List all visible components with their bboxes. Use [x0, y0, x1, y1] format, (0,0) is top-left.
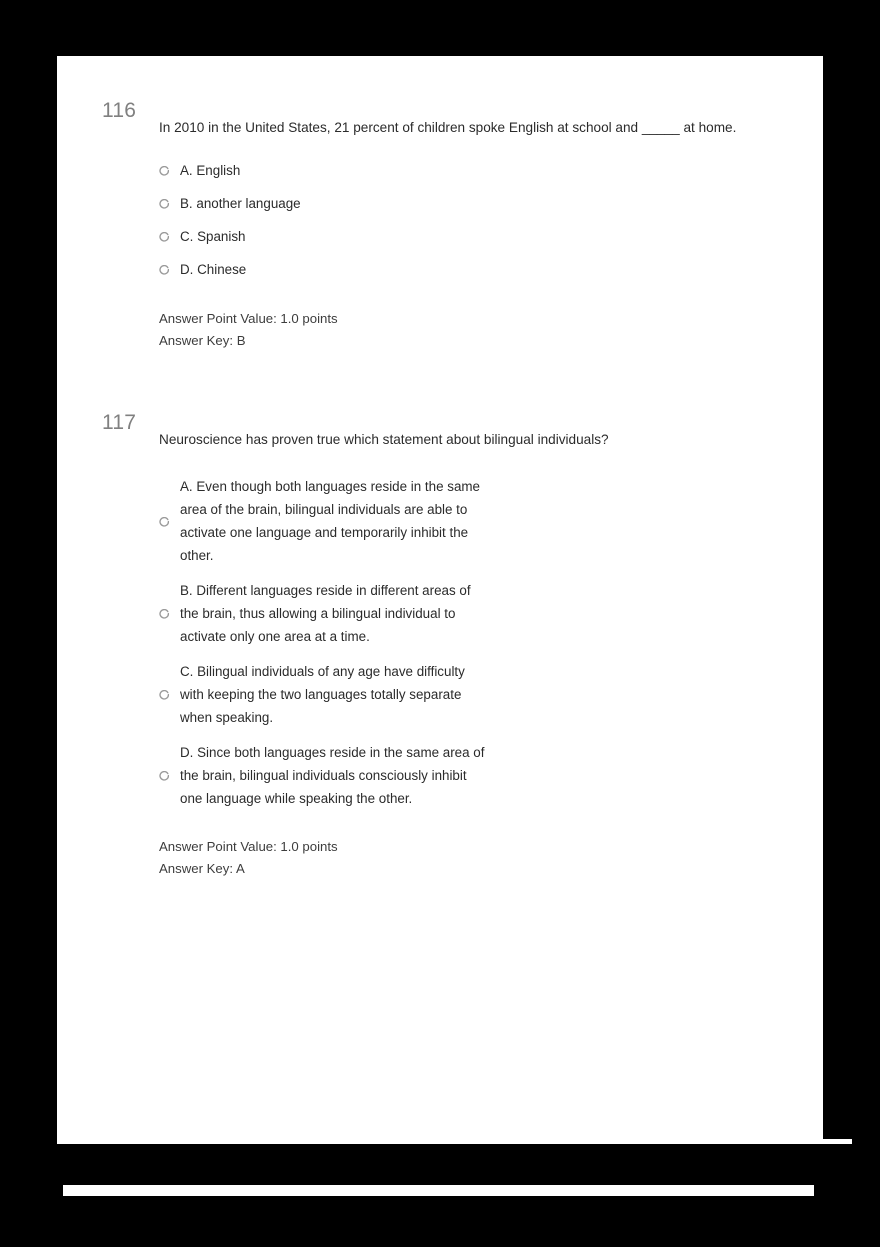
radio-button-icon[interactable]: [159, 517, 170, 528]
page-shadow-band: [57, 1139, 852, 1144]
option-label: A. Even though both languages reside in the same area of the brain, bilingual individuals are able to activate one language and temporarily inhibit the other.: [180, 479, 481, 563]
question-number: 116: [102, 99, 137, 122]
option-row[interactable]: [159, 159, 799, 182]
question-stem: In 2010 in the United States, 21 percent of children spoke English at school and _____ at home.: [159, 120, 737, 135]
radio-button-icon[interactable]: [159, 199, 170, 210]
page-footer-strip: [63, 1185, 814, 1196]
radio-button-icon[interactable]: [159, 265, 170, 276]
options-list: [159, 475, 799, 810]
radio-button-icon[interactable]: [159, 771, 170, 782]
option-row[interactable]: [159, 475, 799, 567]
answer-key: Answer Key: B: [159, 333, 246, 348]
question-body: [159, 428, 799, 880]
radio-button-icon[interactable]: [159, 232, 170, 243]
option-row[interactable]: [159, 258, 799, 281]
option-label: D. Chinese: [180, 262, 247, 277]
radio-button-icon[interactable]: [159, 690, 170, 701]
document-page: [57, 56, 823, 1139]
option-row[interactable]: [159, 192, 799, 215]
option-row[interactable]: [159, 741, 799, 810]
answer-point-value: Answer Point Value: 1.0 points: [159, 311, 338, 326]
radio-button-icon[interactable]: [159, 609, 170, 620]
option-label: B. another language: [180, 196, 301, 211]
answer-metadata: [159, 308, 799, 352]
option-label: A. English: [180, 163, 241, 178]
question-body: [159, 116, 799, 352]
question-stem: Neuroscience has proven true which statement about bilingual individuals?: [159, 432, 609, 447]
answer-metadata: [159, 836, 799, 880]
option-label: C. Bilingual individuals of any age have difficulty with keeping the two languages totally separate when speaking.: [180, 664, 465, 725]
option-row[interactable]: [159, 660, 799, 729]
question-number: 117: [102, 411, 137, 434]
option-label: D. Since both languages reside in the same area of the brain, bilingual individuals consciously inhibit one language while speaking the other.: [180, 745, 485, 806]
options-list: [159, 159, 799, 281]
option-row[interactable]: [159, 225, 799, 248]
answer-key: Answer Key: A: [159, 861, 245, 876]
option-label: B. Different languages reside in different areas of the brain, thus allowing a bilingual individual to activate only one area at a time.: [180, 583, 471, 644]
option-label: C. Spanish: [180, 229, 246, 244]
option-row[interactable]: [159, 579, 799, 648]
answer-point-value: Answer Point Value: 1.0 points: [159, 839, 338, 854]
radio-button-icon[interactable]: [159, 166, 170, 177]
